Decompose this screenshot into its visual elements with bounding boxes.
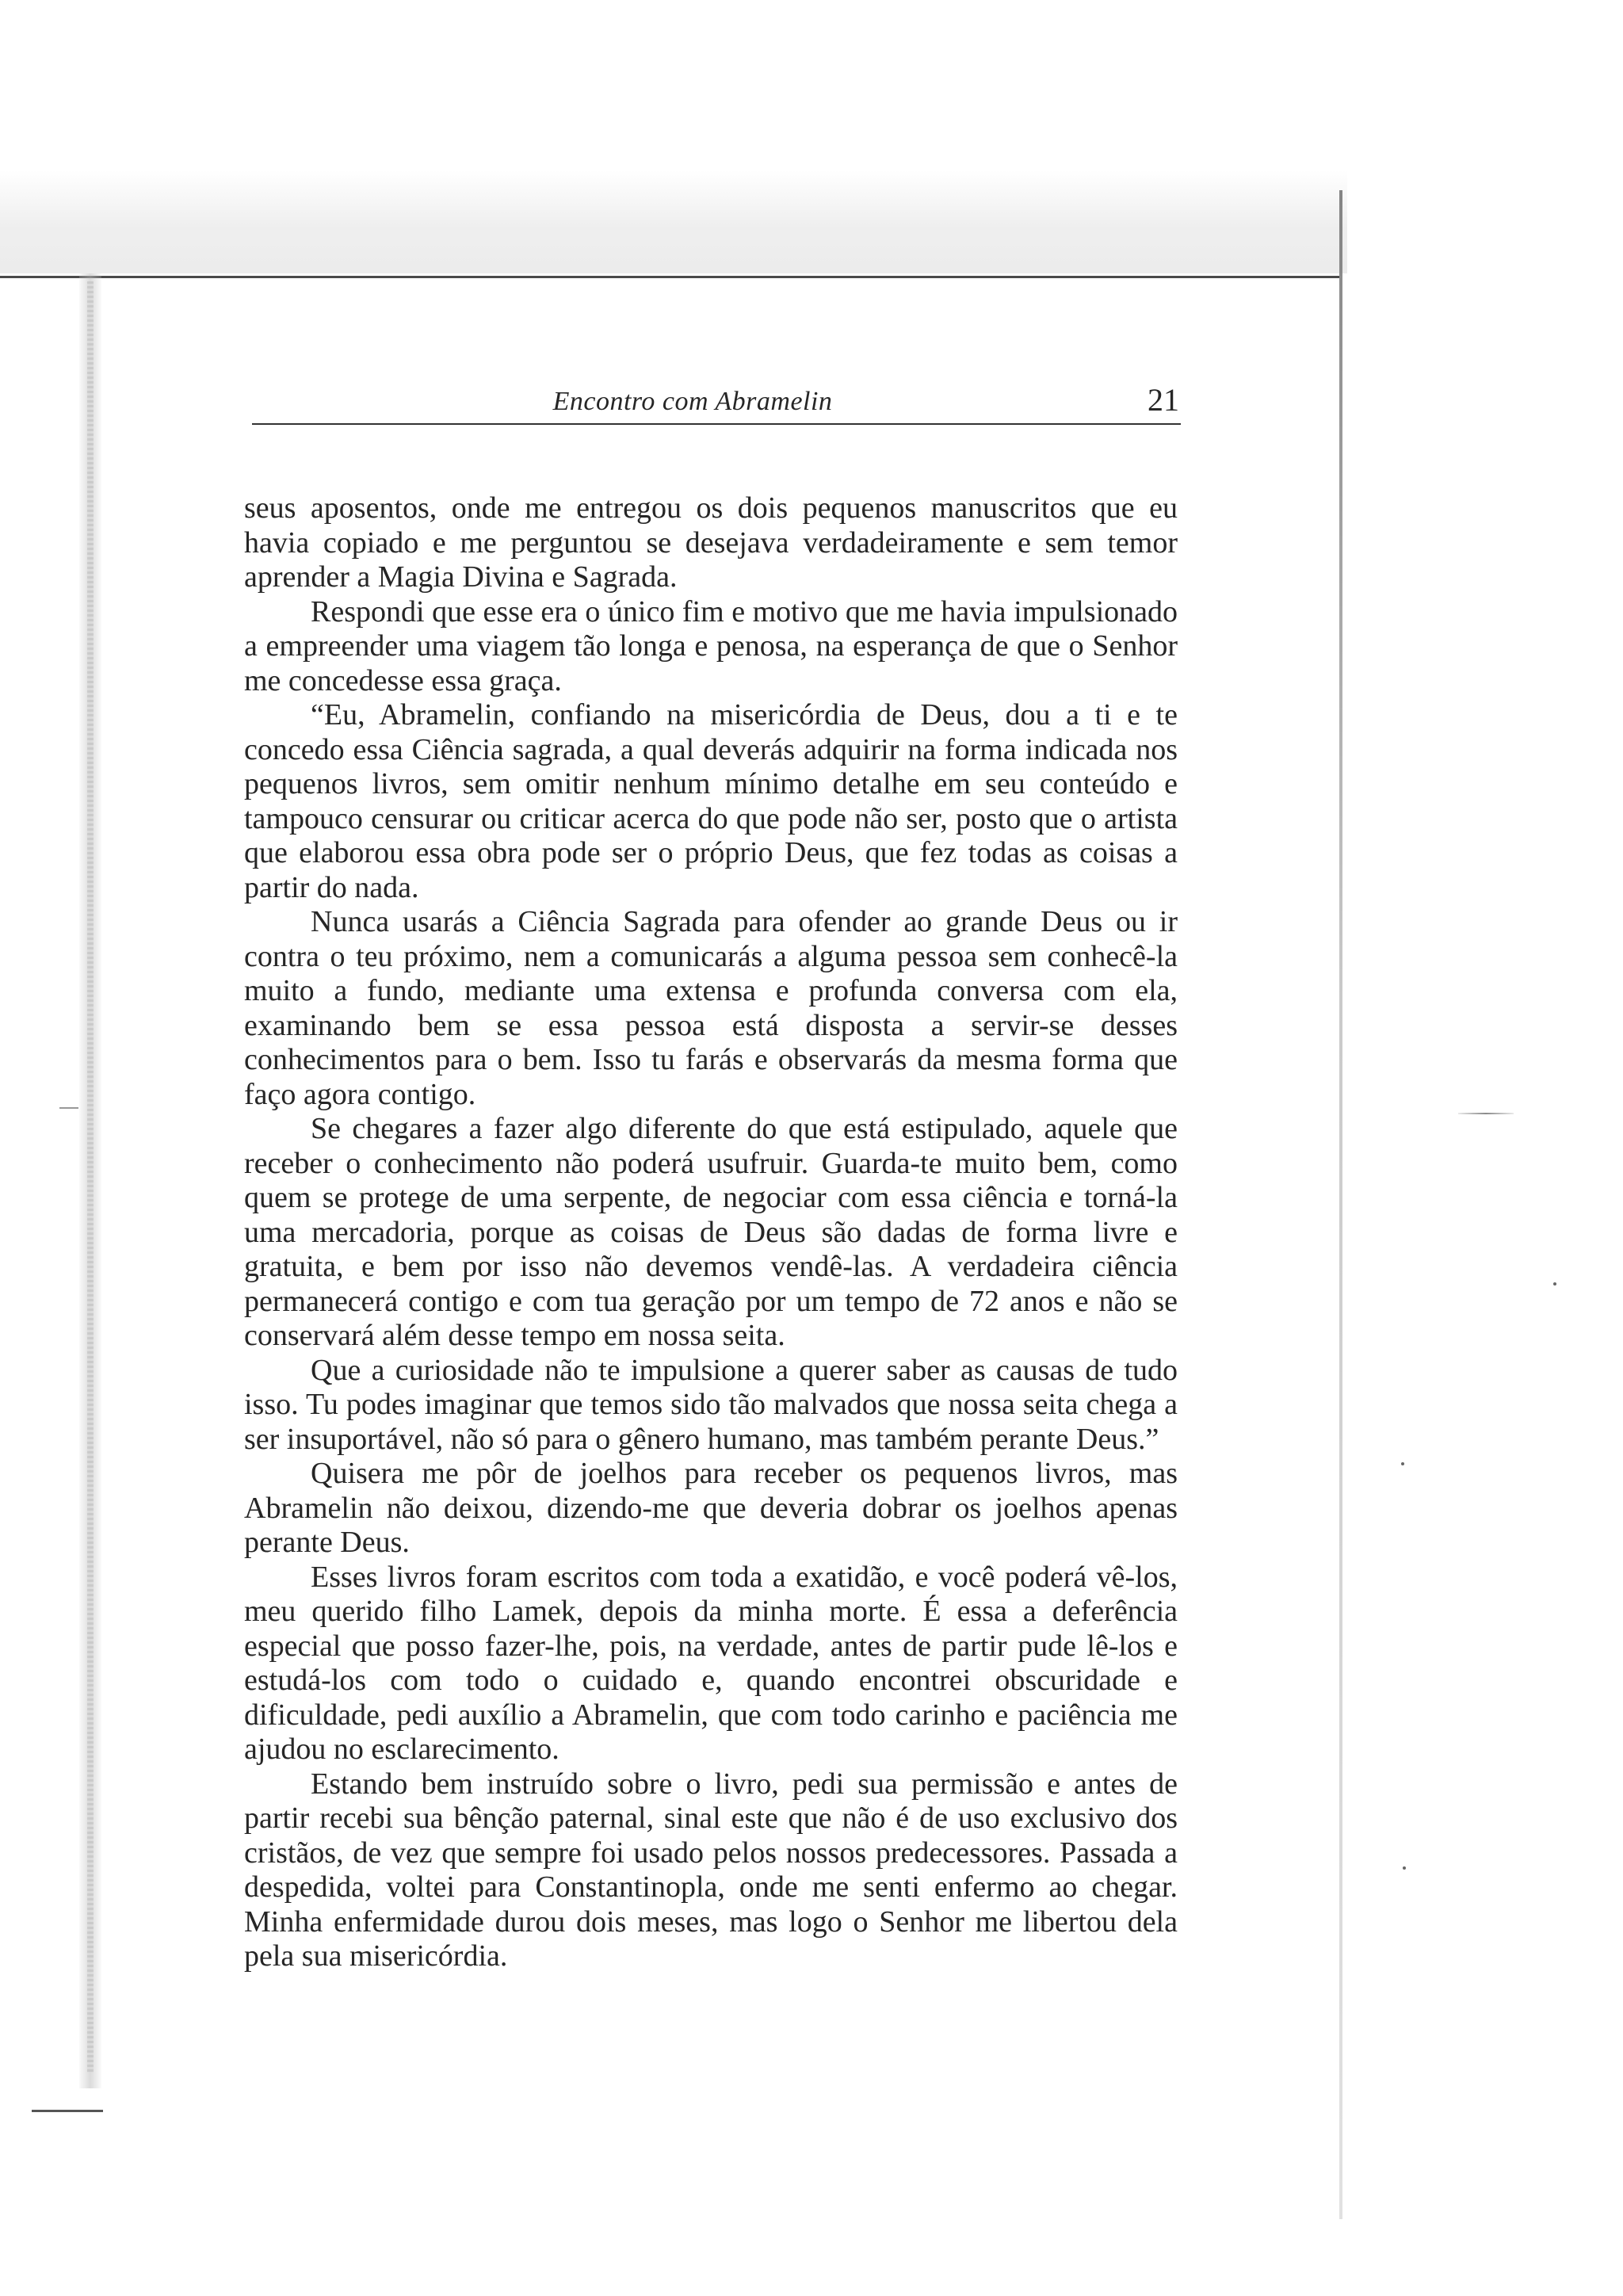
scan-speck bbox=[1553, 1282, 1556, 1286]
scan-shadow bbox=[0, 170, 1347, 273]
paragraph: Estando bem instruído sobre o livro, pedi sua permissão e antes de partir recebi sua bênção paternal, sinal este que não é de uso exclusivo dos cristãos, de vez que sempre foi usado pelos nossos predecessores. Passada a despedida, voltei para Constantinopla, onde me senti enfermo ao chegar. Minha enfermidade durou dois meses, mas logo o Senhor me libertou dela pela sua misericórdia. bbox=[244, 1767, 1178, 1973]
paragraph: Nunca usarás a Ciência Sagrada para ofender ao grande Deus ou ir contra o teu próximo, nem a comunicarás a alguma pessoa sem conhecê-la muito a fundo, mediante uma extensa e profunda conversa com ela, examinando bem se essa pessoa está disposta a servir-se desses conhecimentos para o bem. Isso tu farás e observarás da mesma forma que faço agora contigo. bbox=[244, 905, 1178, 1111]
paragraph: Se chegares a fazer algo diferente do que está estipulado, aquele que receber o conhecimento não poderá usufruir. Guarda-te muito bem, como quem se protege de uma serpente, de negociar com essa ciência e torná-la uma mercadoria, porque as coisas de Deus são dadas de forma livre e gratuita, e bem por isso não devemos vendê-las. A verdadeira ciência permanecerá contigo e com tua geração por um tempo de 72 anos e não se conservará além desse tempo em nossa seita. bbox=[244, 1112, 1178, 1352]
running-title: Encontro com Abramelin bbox=[552, 387, 833, 416]
scan-mark bbox=[59, 1107, 78, 1109]
paragraph: Quisera me pôr de joelhos para receber os pequenos livros, mas Abramelin não deixou, dizendo-me que deveria dobrar os joelhos apenas perante Deus. bbox=[244, 1457, 1178, 1559]
page-right-edge bbox=[1339, 190, 1342, 2219]
paragraph: seus aposentos, onde me entregou os dois pequenos manuscritos que eu havia copiado e me perguntou se desejava verdadeiramente e sem temor aprender a Magia Divina e Sagrada. bbox=[244, 491, 1178, 594]
scan-edge-line bbox=[0, 276, 1339, 278]
paragraph: Respondi que esse era o único fim e motivo que me havia impulsionado a empreender uma viagem tão longa e penosa, na esperança de que o Senhor me concedesse essa graça. bbox=[244, 594, 1178, 697]
paragraph: Esses livros foram escritos com toda a exatidão, e você poderá vê-los, meu querido filho Lamek, depois da minha morte. É essa a deferência especial que posso fazer-lhe, pois, na verdade, antes de partir pude lê-los e estudá-los com todo o cuidado e, quando encontrei obscuridade e dificuldade, pedi auxílio a Abramelin, que com todo carinho e paciência me ajudou no esclarecimento. bbox=[244, 1560, 1178, 1766]
running-header bbox=[252, 379, 1181, 425]
scan-bottom-mark bbox=[32, 2110, 103, 2112]
page-body bbox=[244, 491, 1178, 1974]
page-number: 21 bbox=[1148, 382, 1179, 418]
scan-speck bbox=[1403, 1866, 1406, 1870]
scan-speck bbox=[1401, 1462, 1404, 1465]
paragraph: “Eu, Abramelin, confiando na misericórdia de Deus, dou a ti e te concedo essa Ciência sagrada, a qual deverás adquirir na forma indicada nos pequenos livros, sem omitir nenhum mínimo detalhe em seu conteúdo e tampouco censurar ou criticar acerca do que pode não ser, posto que o artista que elaborou essa obra pode ser o próprio Deus, que fez todas as coisas a partir do nada. bbox=[244, 698, 1178, 904]
paragraph: Que a curiosidade não te impulsione a querer saber as causas de tudo isso. Tu podes imaginar que temos sido tão malvados que nossa seita chega a ser insuportável, não só para o gênero humano, mas também perante Deus.” bbox=[244, 1353, 1178, 1456]
page-gutter-texture bbox=[87, 281, 94, 2073]
scan-mark bbox=[1458, 1113, 1514, 1114]
